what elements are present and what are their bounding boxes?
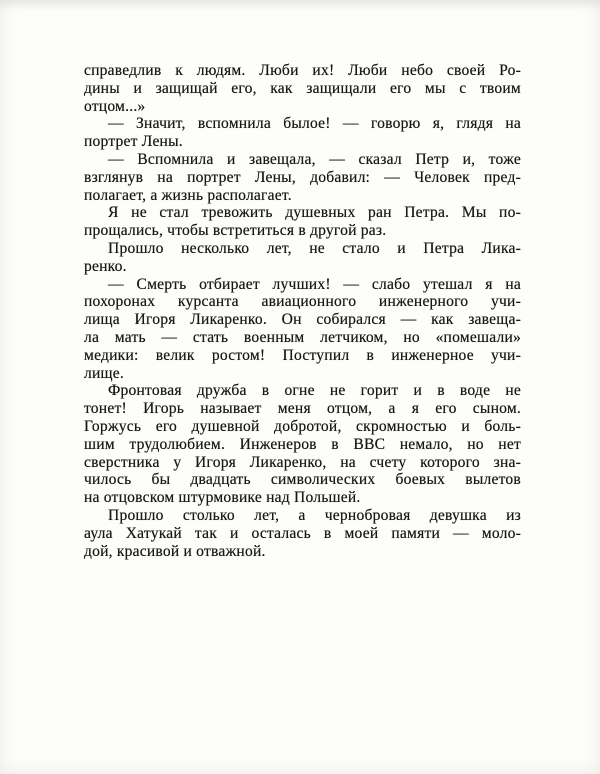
text-line: Я не стал тревожить душевных ран Петра. Мы по- [108,204,521,222]
text-line: отцом...» [84,97,146,115]
text-line: на отцовском штурмовике над Польшей. [84,489,361,507]
text-line: аула Хатукай так и осталась в моей памяти — моло- [84,524,521,542]
paragraph [84,62,521,115]
text-line: портрет Лены. [84,133,183,151]
paragraph [84,240,521,276]
text-line: справедлив к людям. Люби их! Люби небо своей Ро- [84,62,521,79]
text-line: похоронах курсанта авиационного инженерного учи- [84,293,521,311]
text-line: сверстника у Игоря Ликаренко, на счету которого зна- [84,453,521,471]
text-line: тонет! Игорь называет меня отцом, а я его сыном. [84,400,521,418]
text-line: Прошло столько лет, а чернобровая девушка из [108,506,521,524]
paragraph [84,507,521,560]
text-line: медики: велик ростом! Поступил в инженерное учи- [84,346,521,364]
text-line: чилось бы двадцать символических боевых вылетов [84,471,521,489]
text-line: ла мать — стать военным летчиком, но «помешали» [84,328,521,346]
text-line: дины и защищай его, как защищали его мы с твоим [84,79,521,97]
paragraph [84,151,521,204]
text-line: Фронтовая дружба в огне не горит и в воде не [108,382,521,400]
text-line: взглянув на портрет Лены, добавил: — Человек пред- [84,168,521,186]
text-line: Прошло несколько лет, не стало и Петра Лика- [108,239,521,257]
text-line: ренко. [84,257,127,275]
text-block [84,62,521,560]
text-line: шим трудолюбием. Инженеров в ВВС немало, но нет [84,435,521,453]
paragraph [84,115,521,151]
text-line: — Вспомнила и завещала, — сказал Петр и, тоже [108,150,521,168]
text-line: лища Игоря Ликаренко. Он собирался — как завеща- [84,311,521,329]
text-line: — Смерть отбирает лучших! — слабо утешал я на [108,275,521,293]
text-line: Горжусь его душевной добротой, скромностью и боль- [84,417,521,435]
text-line: дой, красивой и отважной. [84,542,266,560]
paragraph [84,204,521,240]
paragraph [84,382,521,507]
text-line: — Значит, вспомнила былое! — говорю я, глядя на [108,115,521,133]
paragraph [84,276,521,383]
text-line: лище. [84,364,124,382]
text-line: прощались, чтобы встретиться в другой раз. [84,222,387,240]
text-line: полагает, а жизнь располагает. [84,186,292,204]
